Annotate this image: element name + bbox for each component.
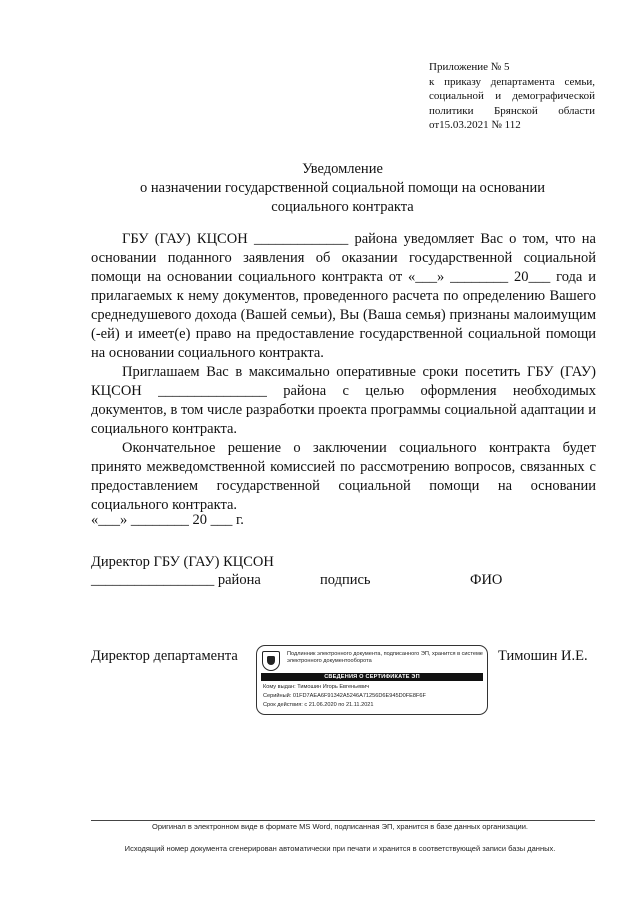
department-director-name: Тимошин И.Е. xyxy=(498,648,588,664)
appendix-dept-line: социальной и демографической xyxy=(429,90,595,102)
appendix-region-line: политики Брянской области xyxy=(429,104,595,117)
electronic-signature-stamp xyxy=(256,645,488,715)
certificate-serial: Серийный: 01FD7AEA6F91342A5246A71256D6E945D0FE8F6F xyxy=(263,693,426,699)
footer-number-note: Исходящий номер документа сгенерирован автоматически при печати и хранится в соответствующей записи базы данных. xyxy=(124,844,556,853)
paragraph-decision: Окончательное решение о заключении социального контракта будет принято межведомственной комиссией по рассмотрению вопросов, связанных с предоставлением государственной социальной помощи на основании социального контракта. xyxy=(91,440,596,513)
department-director-title: Директор департамента xyxy=(91,648,238,664)
certificate-header: СВЕДЕНИЯ О СЕРТИФИКАТЕ ЭП xyxy=(261,673,483,681)
footer-original-note: Оригинал в электронном виде в формате MS Word, подписанная ЭП, хранится в базе данных организации. xyxy=(151,822,528,831)
footer-divider xyxy=(91,820,595,821)
director-title: Директор ГБУ (ГАУ) КЦСОН xyxy=(91,554,274,570)
appendix-number: Приложение № 5 xyxy=(429,61,510,73)
appendix-date-line: от15.03.2021 № 112 xyxy=(429,119,521,131)
paragraph-invitation: Приглашаем Вас в максимально оперативные сроки посетить ГБУ (ГАУ) КЦСОН _______________ района с целью оформления необходимых документов, в том числе разработки проекта программы социальной адаптации и социального контракта. xyxy=(91,364,596,437)
paragraph-notification: ГБУ (ГАУ) КЦСОН _____________ района уведомляет Вас о том, что на основании поданного заявления об оказании государственной социальной помощи на основании социального контракта от «___» ________ 20___ года и прилагаемых к нему документов, проведенного расчета по определению Вашего среднедушевого дохода (Вашей семьи), Вы (Ваша семья) признаны малоимущим (-ей) и имеет(е) право на предоставление государственной социальной помощи на основании социального контракта. xyxy=(91,231,596,361)
document-title xyxy=(80,160,605,217)
coat-of-arms-icon xyxy=(262,651,280,671)
district-blank: _________________ района xyxy=(91,572,261,588)
certificate-validity: Срок действия: с 21.06.2020 по 21.11.2021 xyxy=(263,702,374,708)
certificate-owner: Кому выдан: Тимошин Игорь Евгеньевич xyxy=(263,684,370,690)
title-subject-cont: социального контракта xyxy=(271,199,414,215)
signature-label: подпись xyxy=(320,572,371,588)
name-label: ФИО xyxy=(470,572,503,588)
title-subject: о назначении государственной социальной помощи на основании xyxy=(140,180,545,196)
appendix-order-line: к приказу департамента семьи, xyxy=(429,75,595,88)
date-blank-line: «___» ________ 20 ___ г. xyxy=(91,512,244,528)
document-body xyxy=(91,230,596,515)
signature-note: Подлинник электронного документа, подписанного ЭП, хранится в системе электронного документооборота xyxy=(287,651,483,664)
appendix-block xyxy=(429,60,595,133)
title-heading: Уведомление xyxy=(302,161,383,177)
